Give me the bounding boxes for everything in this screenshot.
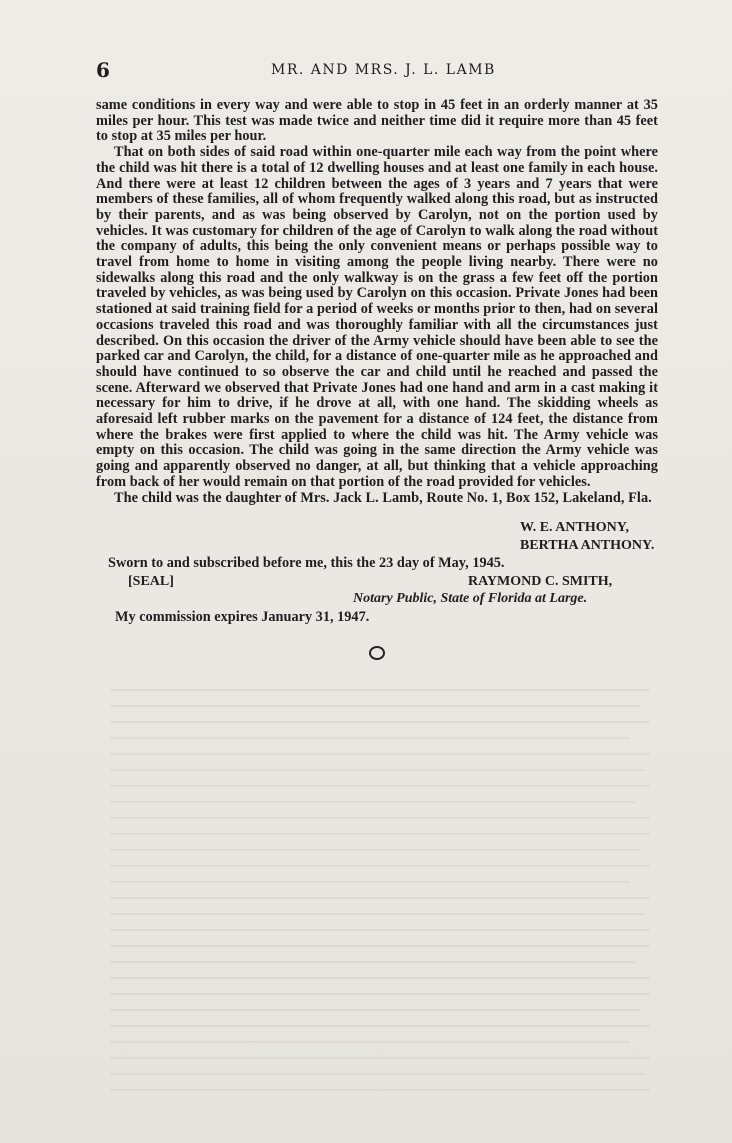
paragraph-continuation: same conditions in every way and were able to stop in 45 feet in an orderly manner at 35 miles per hour. This test was made twice and neither time did it require more than 45 feet to stop at 35 miles per hour. xyxy=(96,97,658,145)
body-text xyxy=(96,98,658,506)
seal-label: [SEAL] xyxy=(128,574,174,589)
sworn-statement: Sworn to and subscribed before me, this the 23 day of May, 1945. xyxy=(108,555,505,571)
show-through-texture xyxy=(110,680,650,1100)
end-ornament-icon xyxy=(368,645,386,665)
signature-block xyxy=(520,519,700,555)
page-number: 6 xyxy=(96,58,110,82)
paragraph-circumstances: That on both sides of said road within one-quarter mile each way from the point where the child was hit there is a total of 12 dwelling houses and at least one family in each house. And there were at least 12 children between the ages of 3 years and 7 years that were members of these families, all of whom frequently walked along this road, but as instructed by their parents, and as was being observed by Carolyn, not on the portion used by vehicles. It was customary for children of the age of Carolyn to walk along the road without the company of adults, this being the only convenient means or perhaps possible way to travel from home to home in visiting among the people living nearby. There were no sidewalks along this road and the only walkway is on the grass a few feet off the portion traveled by vehicles, as was being used by Carolyn on this occasion. Private Jones had been stationed at said training field for a period of weeks or months prior to then, had on several occasions traveled this road and was thoroughly familiar with all the circumstances just described. On this occasion the driver of the Army vehicle should have been able to see the parked car and Carolyn, the child, for a distance of one-quarter mile as he approached and should have continued to so observe the car and child until he reached and passed the scene. Afterward we observed that Private Jones had one hand and arm in a cast making it necessary for him to drive, if he drove at all, with one hand. The skidding wheels as aforesaid left rubber marks on the pavement for a distance of 124 feet, the distance from where the brakes were first applied to where the child was hit. The Army vehicle was empty on this occasion. The child was going in the same direction the Army vehicle was going and apparently observed no danger, at all, but thinking that a vehicle approaching from back of her would remain on that portion of the road provided for vehicles. xyxy=(96,144,658,490)
running-head: MR. AND MRS. J. L. LAMB xyxy=(271,62,496,78)
page-header xyxy=(96,58,656,86)
paragraph-child-identity: The child was the daughter of Mrs. Jack L. Lamb, Route No. 1, Box 152, Lakeland, Fla. xyxy=(114,489,652,506)
signer-name: BERTHA ANTHONY. xyxy=(520,538,655,553)
notary-name: RAYMOND C. SMITH, xyxy=(468,574,613,589)
signer-name: W. E. ANTHONY, xyxy=(520,520,630,535)
commission-expiry: My commission expires January 31, 1947. xyxy=(115,609,370,625)
notary-title: Notary Public, State of Florida at Large. xyxy=(353,591,588,606)
